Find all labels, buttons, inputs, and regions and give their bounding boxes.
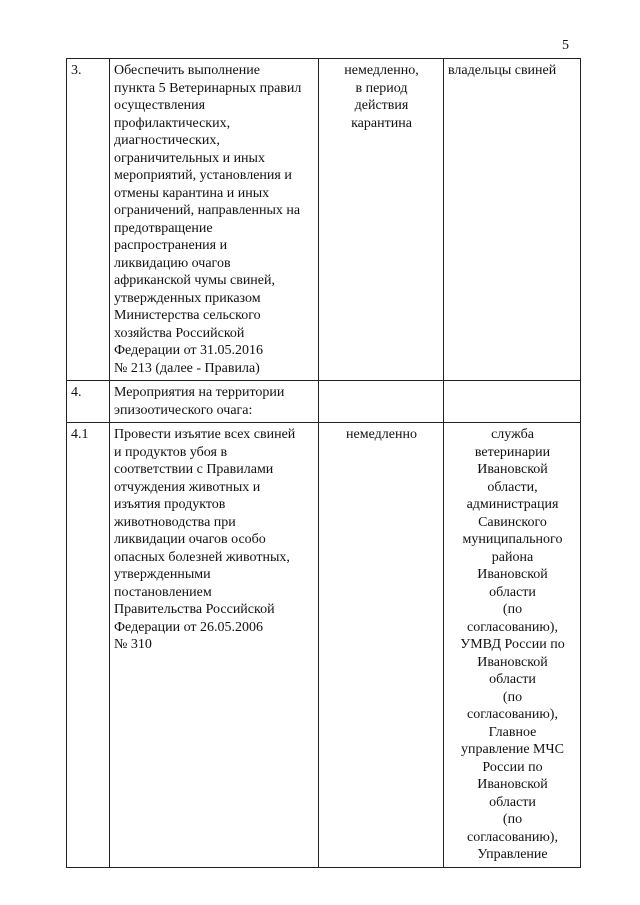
term-text: немедленно, в период действия карантина bbox=[344, 63, 419, 131]
table-row bbox=[67, 59, 581, 381]
responsible-cell bbox=[444, 59, 581, 381]
item-number-cell bbox=[67, 381, 110, 423]
action-text: Мероприятия на территории эпизоотического очага: bbox=[114, 385, 285, 418]
term-text: немедленно bbox=[346, 427, 417, 442]
term-cell bbox=[319, 59, 444, 381]
item-number-cell bbox=[67, 423, 110, 868]
responsible-text: служба ветеринарии Ивановской области, администрация Савинского муниципального района Ивановской области (по согласованию), УМВД России по Ивановской области (по согласованию), Главное управление МЧС России по Ивановской области (по согласованию), Управление bbox=[460, 427, 565, 862]
item-number: 3. bbox=[71, 63, 82, 78]
term-cell bbox=[319, 381, 444, 423]
table-row bbox=[67, 423, 581, 868]
item-number: 4. bbox=[71, 385, 82, 400]
page-number: 5 bbox=[562, 38, 569, 53]
action-cell bbox=[110, 59, 319, 381]
responsible-cell bbox=[444, 423, 581, 868]
responsible-text: владельцы свиней bbox=[448, 63, 557, 78]
action-text: Обеспечить выполнение пункта 5 Ветеринарных правил осуществления профилактических, диагностических, ограничительных и иных мероприятий, установления и отмены карантина и иных ограничений, направленных на предотвращение распространения и ликвидацию очагов африканской чумы свиней, утвержденных приказом Министерства сельского хозяйства Российской Федерации от 31.05.2016 № 213 (далее - Правила) bbox=[114, 63, 302, 376]
table-row bbox=[67, 381, 581, 423]
term-cell bbox=[319, 423, 444, 868]
action-text: Провести изъятие всех свиней и продуктов убоя в соответствии с Правилами отчуждения животных и изъятия продуктов животноводства при ликвидации очагов особо опасных болезней животных, утвержденными постановлением Правительства Российской Федерации от 26.05.2006 № 310 bbox=[114, 427, 296, 652]
responsible-cell bbox=[444, 381, 581, 423]
action-cell bbox=[110, 423, 319, 868]
item-number: 4.1 bbox=[71, 427, 89, 442]
measures-table bbox=[66, 58, 581, 868]
action-cell bbox=[110, 381, 319, 423]
item-number-cell bbox=[67, 59, 110, 381]
